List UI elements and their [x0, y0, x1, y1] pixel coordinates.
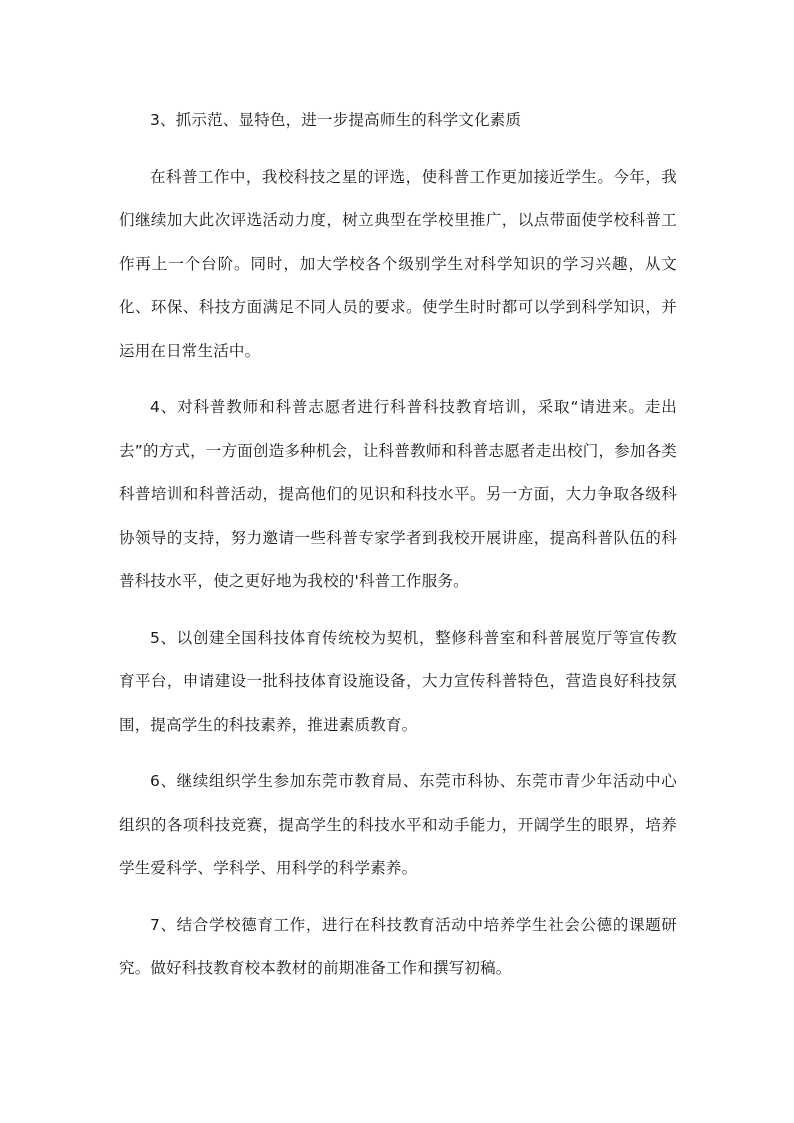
paragraph-science-star: 在科普工作中，我校科技之星的评选，使科普工作更加接近学生。今年，我们继续加大此次评选活动力度，树立典型在学校里推广，以点带面使学校科普工作再上一个台阶。同时，加大学校各个级别学生对科学知识的学习兴趣，从文化、环保、科技方面满足不同人员的要求。使学生时时都可以学到科学知识，并运用在日常生活中。: [119, 167, 677, 360]
paragraph-gap: [119, 891, 677, 904]
paragraph-gap: [119, 143, 677, 156]
paragraph-gap: [119, 747, 677, 760]
paragraph-item-7: 7、结合学校德育工作，进行在科技教育活动中培养学生社会公德的课题研究。做好科技教育校本教材的前期准备工作和撰写初稿。: [119, 915, 677, 977]
paragraph-item-4: 4、对科普教师和科普志愿者进行科普科技教育培训，采取“请进来。走出去”的方式，一方面创造多种机会，让科普教师和科普志愿者走出校门，参加各类科普培训和科普活动，提高他们的见识和科技水平。另一方面，大力争取各级科协领导的支持，努力邀请一些科普专家学者到我校开展讲座，提高科普队伍的科普科技水平，使之更好地为我校的'科普工作服务。: [119, 398, 677, 590]
paragraph-gap: [119, 373, 677, 386]
section-heading-3: 3、抓示范、显特色，进一步提高师生的科学文化素质: [150, 111, 522, 129]
document-body: [119, 99, 677, 991]
paragraph-item-5: 5、以创建全国科技体育传统校为契机，整修科普室和科普展览厅等宣传教育平台，申请建设一批科技体育设施设备，大力宣传科普特色，营造良好科技氛围，提高学生的科技素养，推进素质教育。: [119, 628, 677, 734]
paragraph-item-6: 6、继续组织学生参加东莞市教育局、东莞市科协、东莞市青少年活动中心组织的各项科技竞赛，提高学生的科技水平和动手能力，开阔学生的眼界，培养学生爱科学、学科学、用科学的科学素养。: [119, 772, 677, 877]
paragraph-gap: [119, 604, 677, 617]
